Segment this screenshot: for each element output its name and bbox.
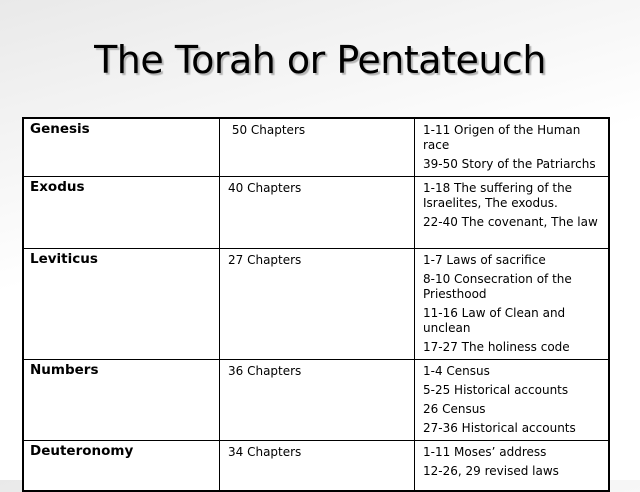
- book-name: Genesis: [23, 118, 220, 177]
- chapter-count: 50 Chapters: [220, 118, 415, 177]
- topic-item: 12-26, 29 revised laws: [423, 464, 559, 478]
- table-row: [23, 360, 609, 441]
- book-topics: [415, 441, 610, 491]
- book-topics: [415, 118, 610, 177]
- book-name: Deuteronomy: [23, 441, 220, 491]
- chapter-count: 40 Chapters: [220, 177, 415, 249]
- table-row: [23, 177, 609, 249]
- book-topics: [415, 177, 610, 249]
- table-row: [23, 441, 609, 491]
- book-name: Exodus: [23, 177, 220, 249]
- table-row: [23, 249, 609, 360]
- torah-table: [22, 117, 610, 492]
- topic-item: 22-40 The covenant, The law: [423, 215, 598, 229]
- topic-item: 1-4 Census: [423, 364, 490, 378]
- topic-item: 5-25 Historical accounts: [423, 383, 569, 397]
- topic-item: 1-18 The suffering of the Israelites, The exodus.: [423, 181, 573, 210]
- book-topics: [415, 360, 610, 441]
- book-name: Leviticus: [23, 249, 220, 360]
- topic-item: 8-10 Consecration of the Priesthood: [423, 272, 572, 301]
- topic-item: 39-50 Story of the Patriarchs: [423, 157, 596, 171]
- slide-title: The Torah or Pentateuch: [94, 38, 546, 82]
- chapter-count: 36 Chapters: [220, 360, 415, 441]
- topic-item: 17-27 The holiness code: [423, 340, 570, 354]
- book-topics: [415, 249, 610, 360]
- topic-item: 1-11 Moses’ address: [423, 445, 547, 459]
- topic-item: 11-16 Law of Clean and unclean: [423, 306, 566, 335]
- topic-item: 1-11 Origen of the Human race: [423, 123, 581, 152]
- chapter-count: 34 Chapters: [220, 441, 415, 491]
- chapter-count: 27 Chapters: [220, 249, 415, 360]
- topic-item: 1-7 Laws of sacrifice: [423, 253, 546, 267]
- table-row: [23, 118, 609, 177]
- topic-item: 26 Census: [423, 402, 486, 416]
- book-name: Numbers: [23, 360, 220, 441]
- topic-item: 27-36 Historical accounts: [423, 421, 576, 435]
